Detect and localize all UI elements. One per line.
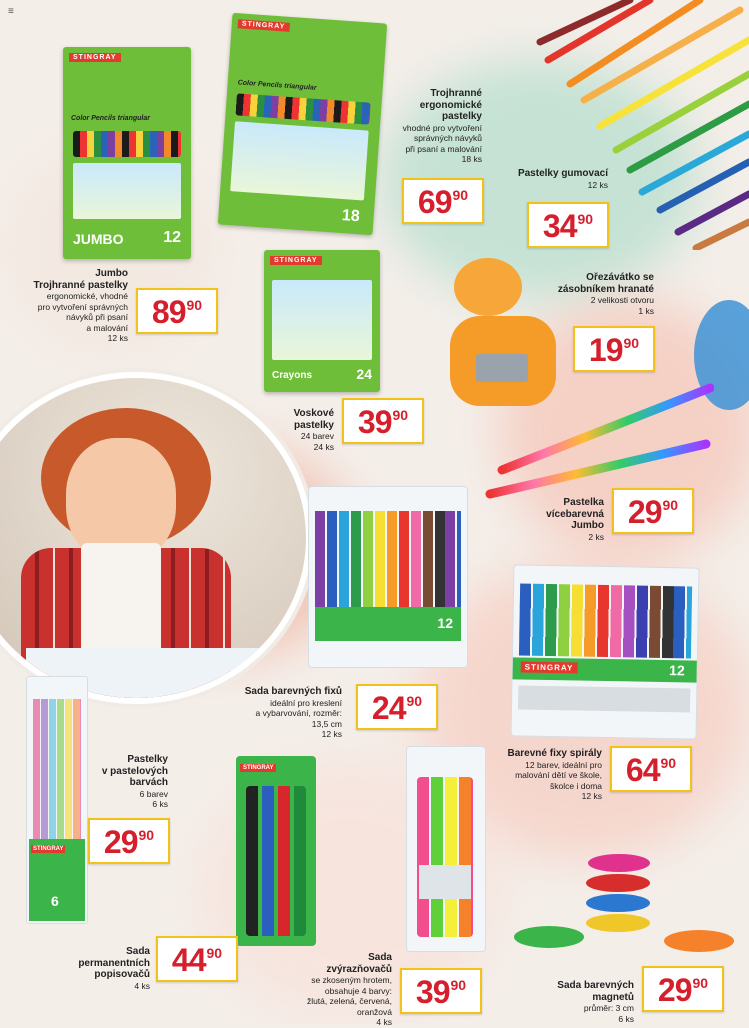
magnets-title-2: magnetů <box>592 991 634 1003</box>
magnets-line: 6 ks <box>618 1013 634 1024</box>
price-main: 89 <box>151 294 186 330</box>
pastel-line: 6 barev <box>139 788 168 799</box>
highlighters-line: 4 ks <box>376 1017 392 1027</box>
permanent-markers-pack <box>236 756 316 946</box>
spiral-line: 12 ks <box>581 791 602 801</box>
triangle-price-tag <box>402 178 484 224</box>
price-main: 44 <box>171 942 206 978</box>
box-count: 12 <box>163 229 181 246</box>
highlighters-title-1: Sada <box>368 952 392 963</box>
spiral-line: 12 barev, ideální pro <box>525 759 602 770</box>
crayons-box <box>264 250 380 392</box>
box-bottom-label: JUMBO <box>73 231 124 247</box>
highlighters-title-2: zvýrazňovačů <box>326 963 392 975</box>
pastel-description <box>92 754 168 810</box>
felt-tips-line: ideální pro kreslení <box>270 697 342 708</box>
jumbo-line: ergonomické, vhodné <box>46 291 128 301</box>
multicolor-title-3: Jumbo <box>571 520 604 531</box>
price-cents: 90 <box>406 693 423 709</box>
sharpener-line: 2 velikosti otvoru <box>590 295 654 305</box>
spiral-markers-pack <box>511 564 700 739</box>
jumbo-title-1: Jumbo <box>95 268 128 279</box>
permanent-price-tag <box>156 936 238 982</box>
multicolor-description <box>520 497 604 542</box>
crayons-line: 24 ks <box>313 441 334 452</box>
triangle-title-3: pastelky <box>441 111 482 122</box>
felt-tips-price-tag <box>356 684 438 730</box>
spiral-line: malování dětí ve škole, <box>515 770 602 780</box>
spiral-price-tag <box>610 746 692 792</box>
price-main: 39 <box>415 974 450 1010</box>
triangle-description <box>378 88 482 165</box>
triangle-line: 18 ks <box>461 154 482 164</box>
pastel-line: 6 ks <box>152 799 168 809</box>
triangle-line: správných návyků <box>413 133 482 143</box>
crayons-description <box>262 408 334 452</box>
jumbo-price-tag <box>136 288 218 334</box>
permanent-title-3: popisovačů <box>94 969 150 980</box>
erasable-line: 12 ks <box>587 179 608 190</box>
box-brand: STINGRAY <box>238 19 290 32</box>
page-marker: ≡ <box>8 6 14 17</box>
price-main: 29 <box>103 824 138 860</box>
jumbo-pencils-box <box>63 47 191 259</box>
box-count: 24 <box>356 366 372 382</box>
price-cents: 90 <box>662 497 679 513</box>
crayons-price-tag <box>342 398 424 444</box>
highlighters-line: se zkoseným hrotem, <box>311 975 392 985</box>
felt-tips-title-1: Sada barevných fixů <box>244 686 342 697</box>
pack-brand: STINGRAY <box>240 764 276 772</box>
permanent-description <box>54 946 150 991</box>
pastel-pencils-pack <box>26 676 88 924</box>
highlighters-line: oranžová <box>357 1006 392 1017</box>
highlighters-price-tag <box>400 968 482 1014</box>
highlighters-line: žlutá, zelená, červená, <box>306 996 392 1006</box>
jumbo-line: návyků při psaní <box>66 312 128 322</box>
pack-brand: STINGRAY <box>521 662 578 674</box>
box-label: Crayons <box>272 370 313 381</box>
sharpener-title-2: zásobníkem hranaté <box>557 283 654 295</box>
felt-tips-line: 13,5 cm <box>311 718 342 729</box>
magnets-line: průměr: 3 cm <box>583 1003 634 1013</box>
sharpener-line: 1 ks <box>638 305 654 316</box>
price-main: 34 <box>542 208 577 244</box>
price-main: 64 <box>625 752 660 788</box>
multicolor-title-2: vícebarevná <box>546 508 604 520</box>
price-cents: 90 <box>206 945 223 961</box>
felt-tips-line: a vybarvování, rozměr: <box>255 708 342 718</box>
price-cents: 90 <box>577 211 594 227</box>
price-main: 29 <box>657 972 692 1008</box>
jumbo-title-2: Trojhranné pastelky <box>33 279 128 291</box>
multicolor-line: 2 ks <box>588 531 604 542</box>
spiral-title-1: Barevné fixy spirály <box>507 748 602 759</box>
erasable-title-1: Pastelky gumovací <box>517 168 608 179</box>
jumbo-line: 12 ks <box>107 333 128 343</box>
jumbo-description <box>10 268 128 344</box>
triangle-title-2: ergonomické <box>419 99 482 111</box>
pack-count: 12 <box>668 662 685 679</box>
sharpener-description <box>540 272 654 316</box>
spiral-description <box>486 748 602 802</box>
price-cents: 90 <box>186 297 203 313</box>
highlighters-pack <box>406 746 486 952</box>
jumbo-line: pro vytvoření správných <box>37 301 128 312</box>
box-brand: STINGRAY <box>69 53 121 62</box>
price-main: 19 <box>588 332 623 368</box>
multicolor-price-tag <box>612 488 694 534</box>
box-brand: STINGRAY <box>270 256 322 265</box>
price-cents: 90 <box>623 335 640 351</box>
pastel-title-1: Pastelky <box>127 754 168 765</box>
pastel-title-3: barvách <box>129 777 168 788</box>
triangle-line: vhodné pro vytvoření <box>402 122 482 133</box>
pack-count: 12 <box>437 615 453 631</box>
permanent-title-1: Sada <box>126 946 150 957</box>
multicolor-title-1: Pastelka <box>563 497 604 508</box>
price-cents: 90 <box>660 755 677 771</box>
sharpener-title-1: Ořezávátko se <box>586 272 654 283</box>
pastel-title-2: v pastelových <box>101 765 168 777</box>
triangle-line: při psaní a malování <box>405 143 482 154</box>
felt-tips-line: 12 ks <box>321 729 342 739</box>
pack-brand: STINGRAY <box>33 846 64 852</box>
price-main: 39 <box>357 404 392 440</box>
permanent-line: 4 ks <box>134 980 150 991</box>
price-cents: 90 <box>450 977 467 993</box>
spiral-line: školce i doma <box>550 780 602 791</box>
pack-count: 6 <box>51 893 59 909</box>
permanent-title-2: permanentních <box>78 957 150 969</box>
multicolor-pencils <box>484 378 714 500</box>
highlighters-description <box>268 952 392 1028</box>
price-cents: 90 <box>692 975 709 991</box>
felt-tips-description <box>222 686 342 740</box>
box-label: Color Pencils triangular <box>237 79 317 92</box>
crayons-title-1: Voskové <box>293 408 334 419</box>
pastel-price-tag <box>88 818 170 864</box>
magnets-description <box>526 980 634 1024</box>
highlighters-line: obsahuje 4 barvy: <box>324 985 392 996</box>
price-main: 24 <box>371 690 406 726</box>
sharpener-price-tag <box>573 326 655 372</box>
price-cents: 90 <box>452 187 469 203</box>
jumbo-line: a malování <box>86 322 128 333</box>
crayons-line: 24 barev <box>300 431 334 441</box>
price-main: 69 <box>417 184 452 220</box>
magnets-title-1: Sada barevných <box>557 980 634 991</box>
felt-tips-pack <box>308 486 468 668</box>
triangle-title-1: Trojhranné <box>430 88 482 99</box>
price-main: 29 <box>627 494 662 530</box>
erasable-price-tag <box>527 202 609 248</box>
magnets-price-tag <box>642 966 724 1012</box>
box-label: Color Pencils triangular <box>71 115 150 122</box>
crayons-title-2: pastelky <box>293 419 334 431</box>
triangle-pencils-box <box>218 13 387 235</box>
price-cents: 90 <box>138 827 155 843</box>
magnets-image <box>514 850 738 958</box>
price-cents: 90 <box>392 407 409 423</box>
box-count: 18 <box>341 206 361 226</box>
erasable-description <box>500 168 608 190</box>
